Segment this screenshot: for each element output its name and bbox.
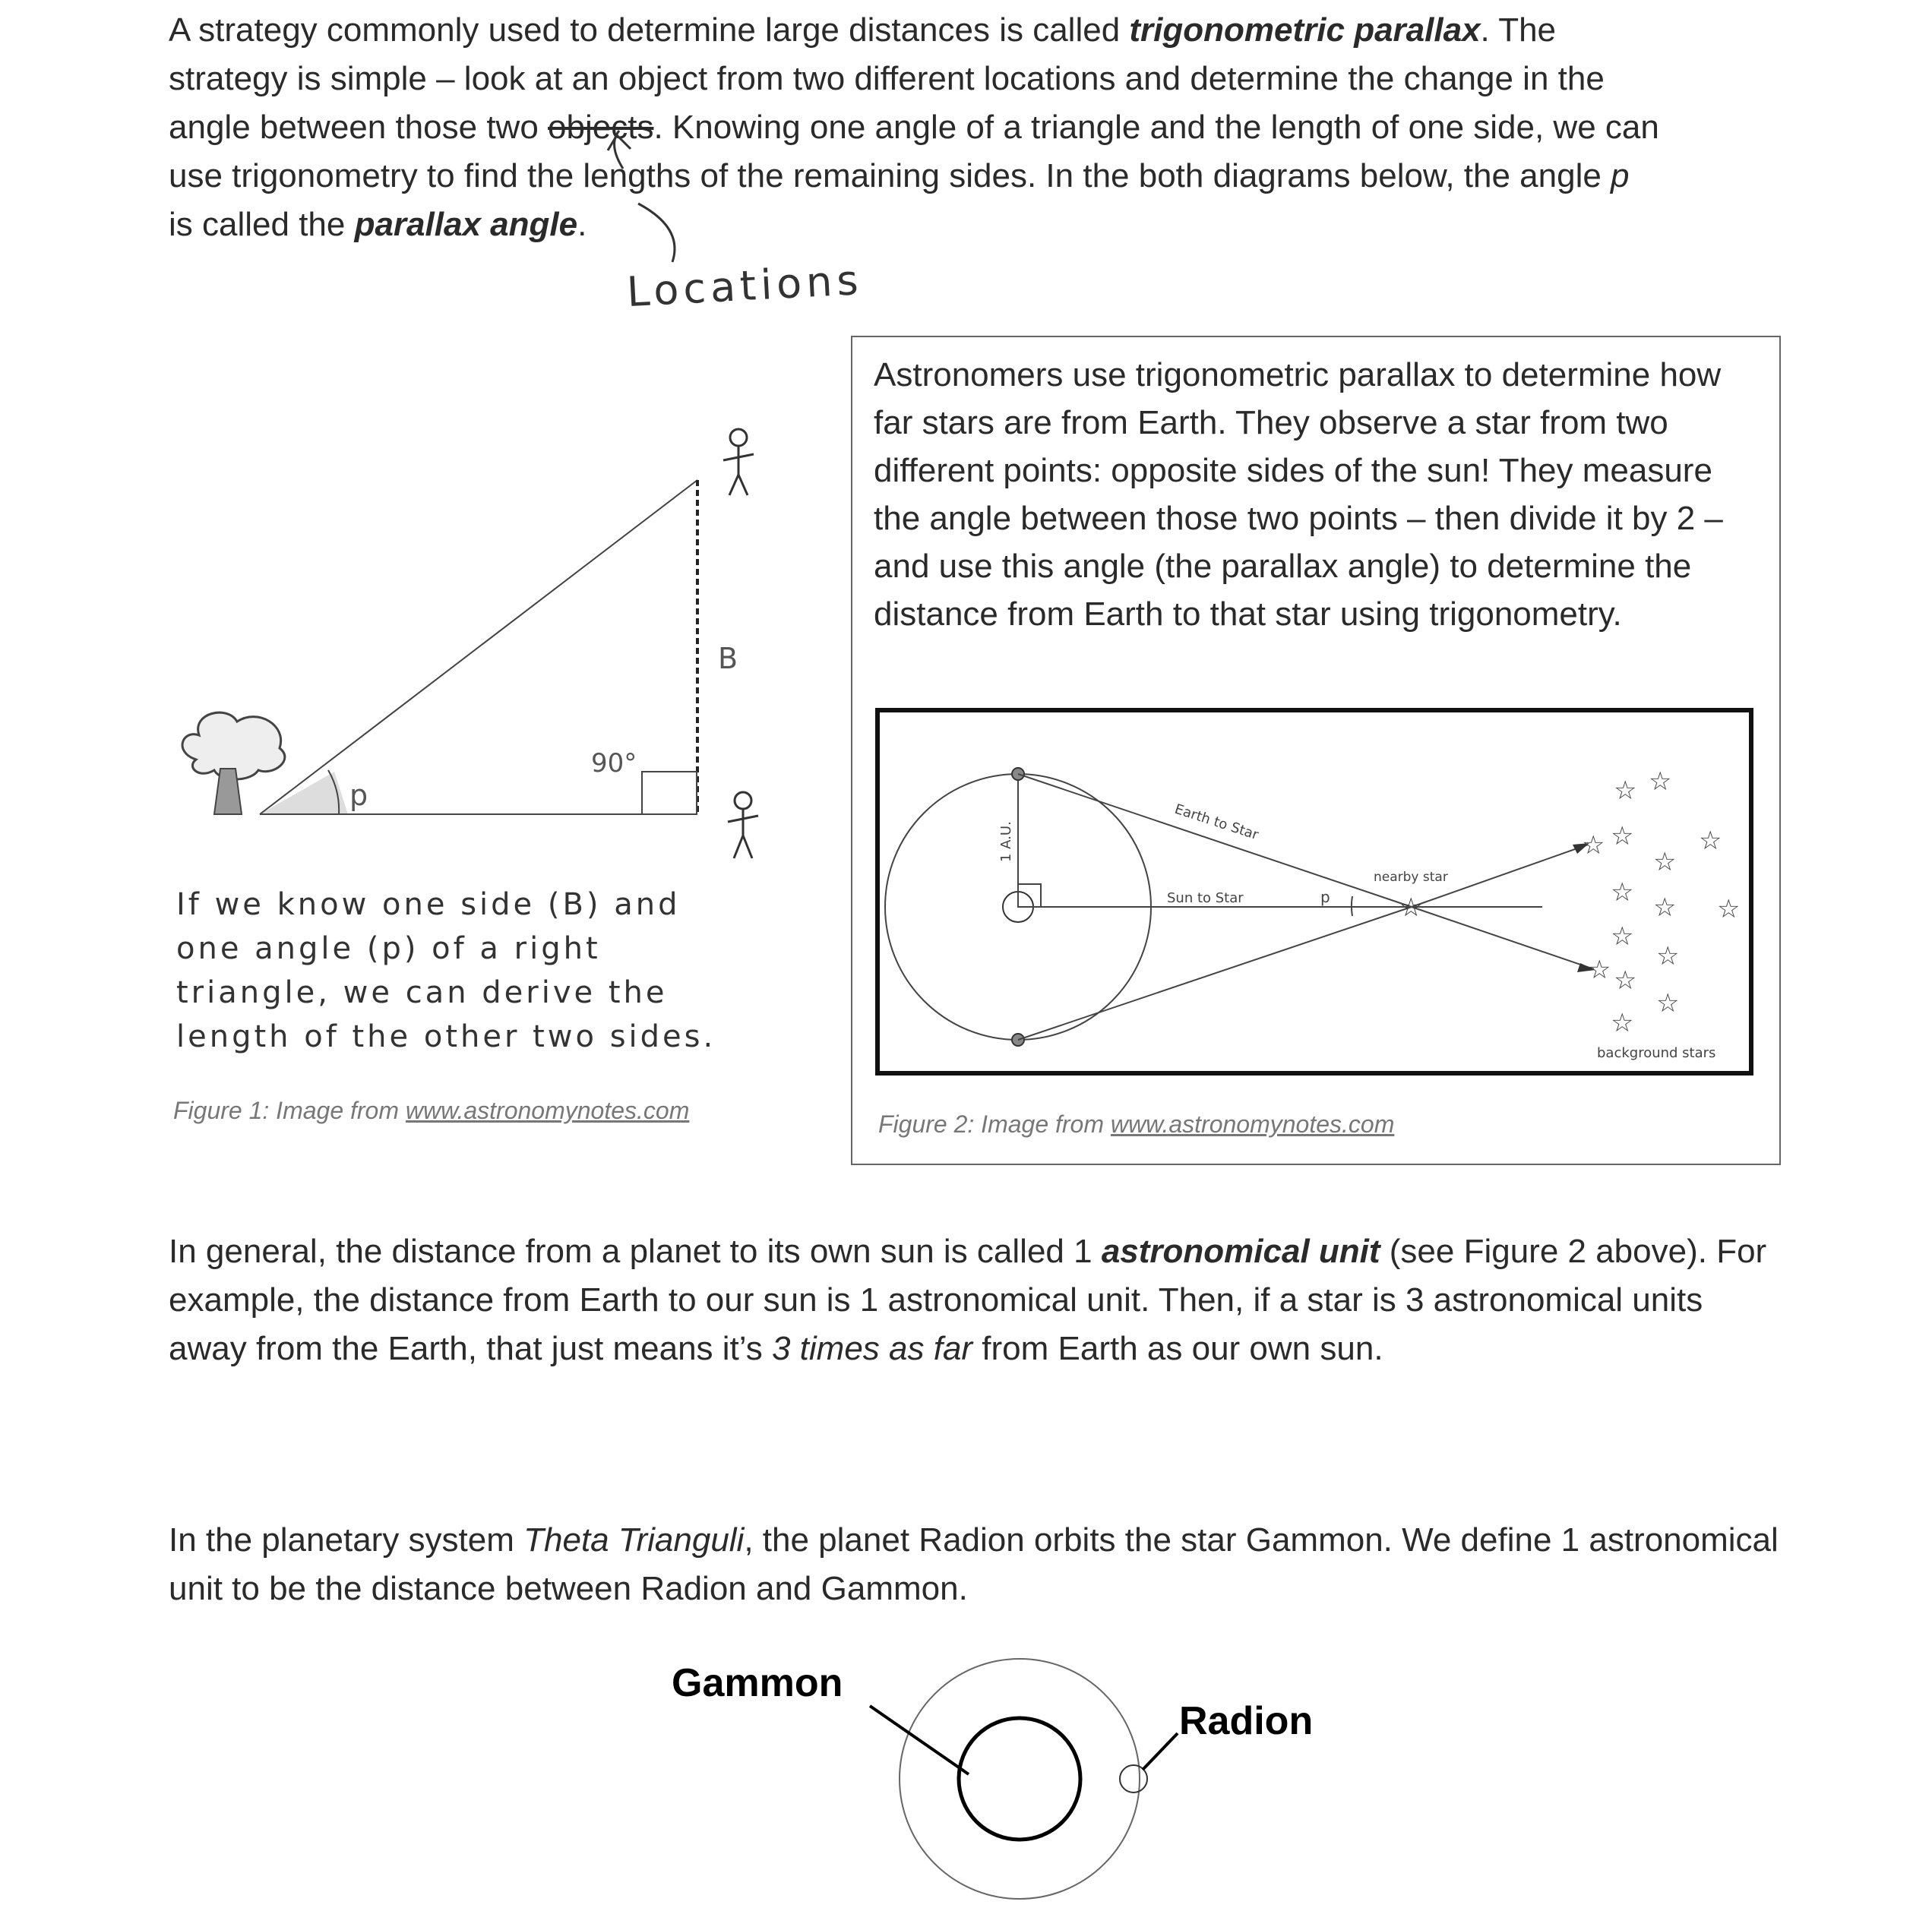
tree-icon bbox=[182, 712, 285, 814]
earth-to-star-label: Earth to Star bbox=[1172, 801, 1261, 844]
svg-text:☆: ☆ bbox=[1656, 942, 1680, 971]
background-stars-label: background stars bbox=[1597, 1045, 1716, 1061]
term-trigonometric-parallax: trigonometric parallax bbox=[1129, 11, 1481, 49]
svg-text:☆: ☆ bbox=[1582, 831, 1605, 860]
figure1-caption: If we know one side (B) and one angle (p) of a right triangle, we can derive the length of the other two sides. bbox=[176, 887, 716, 1054]
stick-figure-bottom-icon bbox=[728, 792, 758, 858]
figure2-credit: Figure 2: Image from www.astronomynotes.com bbox=[878, 1110, 1395, 1138]
svg-text:☆: ☆ bbox=[1699, 826, 1722, 855]
angle-p-label: p bbox=[349, 779, 368, 812]
angle-variable: p bbox=[1611, 157, 1630, 194]
term-astronomical-unit: astronomical unit bbox=[1101, 1233, 1380, 1270]
intro-line-4: use trigonometry to find the lengths of the remaining sides. In the both diagrams below, the angle p bbox=[169, 157, 1630, 194]
sun-to-star-label: Sun to Star bbox=[1167, 890, 1244, 906]
svg-text:☆: ☆ bbox=[1611, 922, 1634, 951]
figure1-credit-link[interactable]: www.astronomynotes.com bbox=[405, 1097, 690, 1124]
gammon-star-icon bbox=[959, 1718, 1080, 1840]
svg-text:☆: ☆ bbox=[1649, 767, 1672, 796]
side-b-label: B bbox=[718, 642, 738, 675]
figure1-triangle bbox=[182, 429, 758, 858]
star-nearby-icon: ☆ bbox=[1399, 893, 1423, 922]
svg-text:☆: ☆ bbox=[1614, 776, 1637, 805]
theta-paragraph: In the planetary system Theta Trianguli, the planet Radion orbits the star Gammon. We define 1 astronomical unit to be the distance between Radion and Gammon. bbox=[169, 1521, 1779, 1607]
svg-text:☆: ☆ bbox=[1588, 956, 1611, 984]
svg-text:☆: ☆ bbox=[1611, 1009, 1634, 1038]
svg-text:☆: ☆ bbox=[1717, 895, 1741, 924]
right-angle-label: 90° bbox=[591, 748, 637, 779]
parallax-p-label: p bbox=[1320, 888, 1330, 906]
insertion-arrow bbox=[608, 131, 631, 169]
svg-text:☆: ☆ bbox=[1611, 822, 1634, 851]
struck-word: objects bbox=[548, 109, 654, 146]
emphasis-3-times: 3 times as far bbox=[771, 1330, 973, 1367]
system-name: Theta Trianguli bbox=[523, 1521, 745, 1559]
pointer-stroke bbox=[638, 204, 675, 262]
svg-text:☆: ☆ bbox=[1653, 893, 1677, 922]
figure1-credit: Figure 1: Image from www.astronomynotes.com bbox=[173, 1097, 690, 1124]
orbit-diagram bbox=[870, 1659, 1178, 1899]
svg-text:☆: ☆ bbox=[1653, 848, 1677, 877]
svg-text:☆: ☆ bbox=[1611, 878, 1634, 907]
figure2-box-text: Astronomers use trigonometric parallax to determine how far stars are from Earth. They observe a star from two different points: opposite sides of the sun! They measure the angle between those two points – then divide it by 2 – and use this angle (the parallax angle) to determine the distance from Earth to that star using trigonometry. bbox=[874, 356, 1723, 633]
gammon-label: Gammon bbox=[672, 1661, 843, 1705]
intro-line-5: is called the parallax angle. bbox=[169, 206, 587, 243]
intro-line-1: A strategy commonly used to determine large distances is called trigonometric parallax. The bbox=[169, 11, 1557, 49]
intro-line-3: angle between those two objects. Knowing one angle of a triangle and the length of one side, we can bbox=[169, 109, 1659, 146]
handwritten-correction: Locations bbox=[625, 255, 864, 317]
figure2-credit-link[interactable]: www.astronomynotes.com bbox=[1110, 1110, 1395, 1138]
nearby-star-label: nearby star bbox=[1374, 870, 1448, 885]
term-parallax-angle: parallax angle bbox=[354, 206, 578, 243]
au-paragraph: In general, the distance from a planet to its own sun is called 1 astronomical unit (see Figure 2 above). For example, the distance from Earth to our sun is 1 astronomical unit. Then, if a star is 3 astronomical units away from the Earth, that just means it’s 3 times as far from Earth as our own sun. bbox=[169, 1233, 1767, 1367]
au-label: 1 A.U. bbox=[998, 821, 1014, 862]
radion-label: Radion bbox=[1179, 1699, 1314, 1743]
svg-text:☆: ☆ bbox=[1656, 989, 1680, 1018]
svg-text:☆: ☆ bbox=[1614, 966, 1637, 995]
intro-line-2: strategy is simple – look at an object from two different locations and determine the change in the bbox=[169, 60, 1605, 97]
stick-figure-top-icon bbox=[723, 429, 754, 495]
